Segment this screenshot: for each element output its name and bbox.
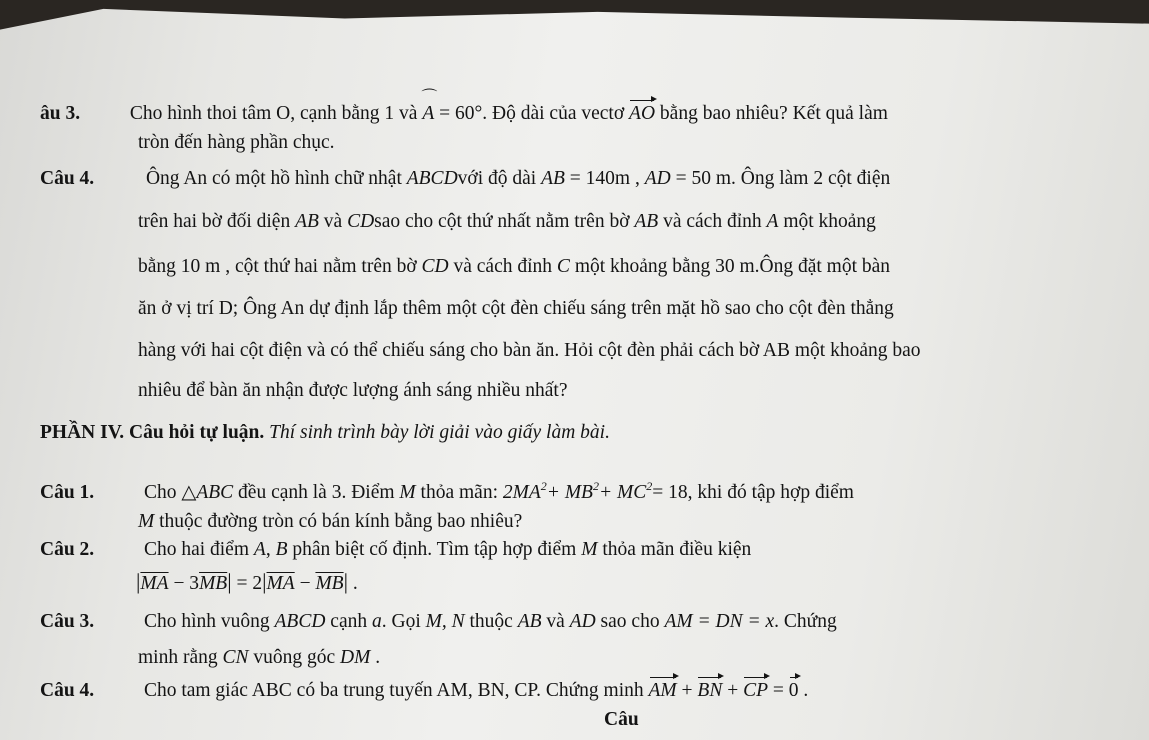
- p4q1-text-c: đều cạnh là 3. Điểm: [238, 482, 395, 503]
- eq-op-3: −: [294, 573, 316, 594]
- p4q3-line2: [138, 646, 380, 670]
- q4-top-label: Câu 4.: [40, 168, 95, 189]
- p4q3-text-a: Cho hình vuông: [143, 611, 270, 632]
- q4-text-1g: = 50 m. Ông làm 2 cột điện: [670, 168, 891, 189]
- q4-top-line6: nhiêu để bàn ăn nhận được lượng ánh sáng nhiều nhất?: [138, 380, 568, 401]
- plus-1: +: [676, 680, 698, 701]
- eq-exp-3: 2: [646, 479, 653, 493]
- eq-end: .: [348, 573, 358, 594]
- vector-ao: AO: [629, 103, 656, 124]
- part4-instruction: Thí sinh trình bày lời giải vào giấy làm bài.: [269, 422, 610, 443]
- p4q1-line1: [40, 481, 854, 505]
- q4-text-2b: AB: [295, 211, 319, 232]
- vector-cp: CP: [743, 680, 769, 701]
- q4-text-3c: và cách đỉnh: [453, 256, 553, 277]
- p4q3-text-r: .: [375, 647, 381, 668]
- p4q3-text-k: sao cho: [600, 611, 660, 632]
- q4-text-1e: = 140m ,: [564, 168, 640, 189]
- abs-bar-2: |: [227, 569, 232, 594]
- p4q1-label: Câu 1.: [40, 482, 95, 503]
- q3-top-text-c: bằng bao nhiêu? Kết quả làm: [655, 103, 888, 124]
- p4q3-text-g: thuộc: [469, 611, 513, 632]
- abs-bar-3: |: [262, 569, 267, 594]
- q4-text-3a: bằng 10 m , cột thứ hai nằm trên bờ: [138, 256, 417, 277]
- p4q2-equation: [136, 570, 358, 596]
- p4q1-text-h: thuộc đường tròn có bán kính bằng bao nhiêu?: [159, 511, 523, 532]
- abs-bar-1: |: [136, 569, 141, 594]
- eq-term-3: + MC: [598, 482, 647, 503]
- p4q2-text-c: ,: [265, 539, 271, 560]
- q4-text-1d: AB: [541, 168, 565, 189]
- p4q3-line1: [40, 610, 837, 634]
- angle-a: ⌒ A: [422, 102, 434, 126]
- p4q3-text-m: . Chứng: [774, 611, 837, 632]
- q3-top-text: Cho hình thoi tâm O, cạnh bằng 1 và: [129, 103, 418, 124]
- q3-top-line1: [40, 102, 888, 126]
- footer-text: Câu: [604, 709, 639, 730]
- p4q2-label: Câu 2.: [40, 539, 95, 560]
- q4-text-3d: C: [556, 256, 570, 277]
- q4-text-2e: sao cho cột thứ nhất nằm trên bờ: [374, 211, 630, 232]
- q4-text-3b: CD: [421, 256, 449, 277]
- q4-top-line1: [40, 167, 890, 191]
- p4q4-text-a: Cho tam giác ABC có ba trung tuyến AM, BN, CP. Chứng minh: [143, 680, 644, 701]
- q3-top-label: âu 3.: [40, 103, 81, 124]
- vector-mb-2: $\overline{MB}$: [315, 573, 344, 594]
- p4q1-text-b: ABC: [196, 482, 234, 503]
- vector-mb-1: $\overline{MB}$: [199, 573, 228, 594]
- q4-text-1b: ABCD: [406, 168, 458, 189]
- p4q2-text-g: thỏa mãn điều kiện: [602, 539, 752, 560]
- p4q3-text-p: vuông góc: [253, 647, 336, 668]
- p4q1-equation: [502, 479, 688, 503]
- p4q3-text-e: . Gọi: [381, 611, 421, 632]
- p4q1-text-d: M: [399, 482, 416, 503]
- q4-text-1a: Ông An có một hồ hình chữ nhật: [145, 168, 402, 189]
- p4q2-text-d: B: [275, 539, 288, 560]
- q4-top-line5: hàng với hai cột điện và có thể chiếu sáng cho bàn ăn. Hỏi cột đèn phải cách bờ AB một khoảng bao: [138, 340, 921, 361]
- p4q2-line1: [40, 538, 751, 562]
- equals: =: [768, 680, 789, 701]
- eq-term-1: 2MA: [502, 482, 541, 503]
- p4q3-text-q: DM: [340, 647, 371, 668]
- q4-text-1c: với độ dài: [457, 168, 537, 189]
- p4q2-text-f: M: [581, 539, 598, 560]
- eq-term-4: = 18: [652, 482, 688, 503]
- q3-top-line2: tròn đến hàng phần chục.: [138, 132, 335, 153]
- p4q3-text-b: ABCD: [274, 611, 326, 632]
- q4-text-1f: AD: [644, 168, 671, 189]
- vector-bn: BN: [697, 680, 723, 701]
- part4-heading-line: [40, 421, 610, 445]
- p4q1-text-g: M: [138, 511, 155, 532]
- eq-op-1: − 3: [168, 573, 200, 594]
- q4-text-2h: A: [766, 211, 779, 232]
- p4q3-text-n: minh rằng: [138, 647, 218, 668]
- p4q3-label: Câu 3.: [40, 611, 95, 632]
- q4-top-line3: [138, 255, 890, 279]
- eq-op-2: = 2: [231, 573, 263, 594]
- p4q3-text-d: a: [371, 611, 382, 632]
- p4q2-text-a: Cho hai điểm: [143, 539, 250, 560]
- p4q3-text-i: và: [546, 611, 565, 632]
- q4-text-2c: và: [323, 211, 343, 232]
- p4q3-text-h: AB: [517, 611, 542, 632]
- eq-exp-1: 2: [540, 479, 547, 493]
- p4q1-line2: [138, 510, 522, 534]
- plus-2: +: [722, 680, 744, 701]
- p4q2-text-e: phân biệt cố định. Tìm tập hợp điểm: [292, 539, 577, 560]
- q4-text-3e: một khoảng bằng 30 m.Ông đặt một bàn: [574, 256, 891, 277]
- part4-heading: PHẦN IV. Câu hỏi tự luận.: [40, 422, 265, 443]
- footer-label: [604, 708, 639, 732]
- q4-text-2g: và cách đỉnh: [663, 211, 762, 232]
- zero-vector: 0: [788, 680, 799, 701]
- vector-ma-1: $\overline{MA}$: [140, 573, 169, 594]
- p4q3-text-f: M, N: [425, 611, 465, 632]
- p4q4-end: .: [798, 680, 809, 701]
- p4q1-text-f: , khi đó tập hợp điểm: [687, 482, 854, 503]
- q4-top-line2: [138, 210, 876, 234]
- q4-top-line4: ăn ở vị trí D; Ông An dự định lắp thêm một cột đèn chiếu sáng trên mặt hồ sao cho cột đèn thẳng: [138, 298, 894, 319]
- p4q2-text-b: A: [253, 539, 266, 560]
- p4q1-text-a: Cho △: [143, 482, 197, 503]
- vector-ma-2: $\overline{MA}$: [266, 573, 295, 594]
- eq-term-2: + MB: [546, 482, 593, 503]
- q4-text-2d: CD: [347, 211, 375, 232]
- eq-exp-2: 2: [592, 479, 599, 493]
- q4-text-2f: AB: [634, 211, 659, 232]
- q4-text-2i: một khoảng: [783, 211, 876, 232]
- p4q3-text-j: AD: [569, 611, 596, 632]
- vector-am: AM: [648, 680, 677, 701]
- q4-text-2a: trên hai bờ đối diện: [138, 211, 291, 232]
- p4q4-line1: [40, 679, 808, 703]
- angle-value: = 60°: [434, 103, 483, 124]
- p4q3-text-o: CN: [222, 647, 249, 668]
- p4q1-text-e: thỏa mãn:: [420, 482, 498, 503]
- q3-top-text-b: . Độ dài của vectơ: [482, 103, 625, 124]
- abs-bar-4: |: [343, 569, 348, 594]
- p4q4-label: Câu 4.: [40, 680, 95, 701]
- p4q3-text-c: cạnh: [330, 611, 368, 632]
- p4q3-text-l: AM = DN = x: [664, 611, 775, 632]
